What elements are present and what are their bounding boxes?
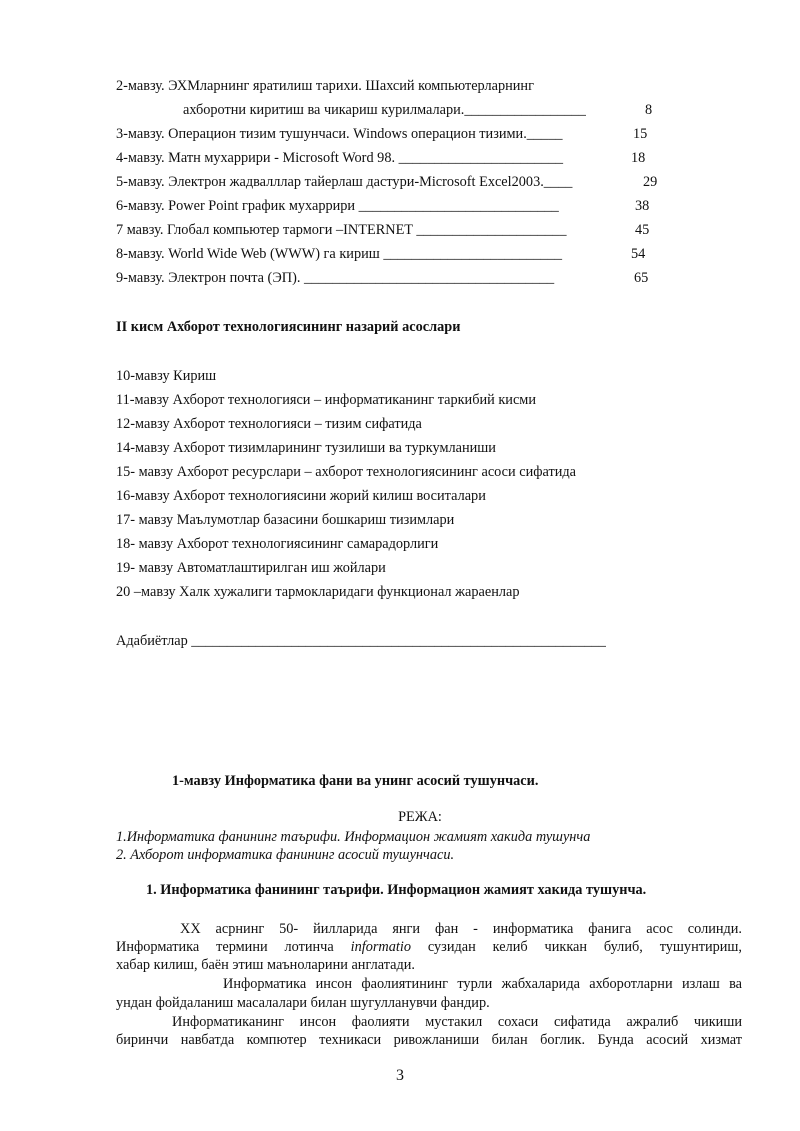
references-line: Адабиётлар __________________________________________________________ xyxy=(116,633,606,649)
toc-entry-10: 10-мавзу Кириш xyxy=(116,368,217,384)
plan-label-text: РЕЖА: xyxy=(398,809,442,825)
part-two-heading: II кисм Ахборот технологиясининг назарий асослари xyxy=(116,319,461,335)
paragraph-3-line-1: Информатиканинг инсон фаолияти мустакил сохаси сифатида ажралиб чикиши xyxy=(172,1014,742,1030)
paragraph-3-line-2: биринчи навбатда компютер техникаси ривожланиши билан боглик. Бунда асосий хизмат xyxy=(116,1032,742,1048)
toc-entry-14: 14-мавзу Ахборот тизимларининг тузилиши ва туркумланиши xyxy=(116,440,496,456)
toc-entry-3: 3-мавзу. Операцион тизим тушунчаси. Windows операцион тизими._____ xyxy=(116,126,563,142)
toc-page-number: 8 xyxy=(645,102,653,118)
toc-entry-12: 12-мавзу Ахборот технологияси – тизим сифатида xyxy=(116,416,422,432)
toc-entry-6: 6-мавзу. Power Point график мухаррири ____________________________ xyxy=(116,198,559,214)
page-number: 3 xyxy=(396,1067,404,1084)
paragraph-text: сузидан келиб чиккан булиб, тушунтириш, xyxy=(410,939,743,955)
toc-entry-16: 16-мавзу Ахборот технологиясини жорий килиш воситалари xyxy=(116,488,486,504)
toc-entry-17: 17- мавзу Маълумотлар базасини бошкариш тизимлари xyxy=(116,512,455,528)
toc-page-number: 45 xyxy=(635,222,650,238)
paragraph-2-line-2: ундан фойдаланиш масалалари билан шугулланувчи фандир. xyxy=(116,995,490,1011)
toc-page-number: 38 xyxy=(635,198,650,214)
toc-entry-4: 4-мавзу. Матн мухаррири - Microsoft Word 98. _______________________ xyxy=(116,150,564,166)
toc-entry-9: 9-мавзу. Электрон почта (ЭП). ___________________________________ xyxy=(116,270,555,286)
toc-page-number: 54 xyxy=(631,246,646,262)
toc-entry-15: 15- мавзу Ахборот ресурслари – ахборот технологиясининг асоси сифатида xyxy=(116,464,577,480)
toc-entry-7: 7 мавзу. Глобал компьютер тармоги –INTERNET _____________________ xyxy=(116,222,567,238)
plan-item-2: 2. Ахборот информатика фанининг асосий тушунчаси. xyxy=(116,847,455,863)
toc-page-number: 65 xyxy=(634,270,649,286)
toc-page-number: 29 xyxy=(643,174,658,190)
paragraph-1-line-1: XX асрнинг 50- йилларида янги фан - информатика фанига асос солинди. xyxy=(180,921,742,937)
topic-title: 1-мавзу Информатика фани ва унинг асосий тушунчаси. xyxy=(172,773,539,789)
paragraph-2-line-1: Информатика инсон фаолиятининг турли жабхаларида ахборотларни излаш ва xyxy=(223,976,742,992)
toc-entry-11: 11-мавзу Ахборот технологияси – информатиканинг таркибий кисми xyxy=(116,392,536,408)
toc-page-number: 15 xyxy=(633,126,648,142)
toc-entry-2-continued: ахборотни киритиш ва чикариш курилмалари._________________ xyxy=(183,102,586,118)
paragraph-1-line-2 xyxy=(116,938,742,957)
paragraph-1-line-3: хабар килиш, баён этиш маъноларини англатади. xyxy=(116,957,415,973)
toc-entry-5: 5-мавзу. Электрон жадвалллар тайерлаш дастури-Microsoft Excel2003.____ xyxy=(116,174,573,190)
plan-item-1: 1.Информатика фанининг таърифи. Информацион жамият хакида тушунча xyxy=(116,829,591,845)
toc-entry-8: 8-мавзу. World Wide Web (WWW) га кириш _________________________ xyxy=(116,246,563,262)
toc-entry-20: 20 –мавзу Халк хужалиги тармокларидаги функционал жараенлар xyxy=(116,584,520,600)
section-heading: 1. Информатика фанининг таърифи. Информацион жамият хакида тушунча. xyxy=(146,882,647,898)
toc-entry-2: 2-мавзу. ЭХМларнинг яратилиш тарихи. Шахсий компьютерларнинг xyxy=(116,78,534,94)
latin-term: informatio xyxy=(350,939,411,955)
toc-page-number: 18 xyxy=(631,150,646,166)
toc-entry-19: 19- мавзу Автоматлаштирилган иш жойлари xyxy=(116,560,386,576)
plan-label xyxy=(0,808,800,826)
paragraph-text: Информатика термини лотинча xyxy=(116,939,351,955)
toc-entry-18: 18- мавзу Ахборот технологиясининг самарадорлиги xyxy=(116,536,439,552)
